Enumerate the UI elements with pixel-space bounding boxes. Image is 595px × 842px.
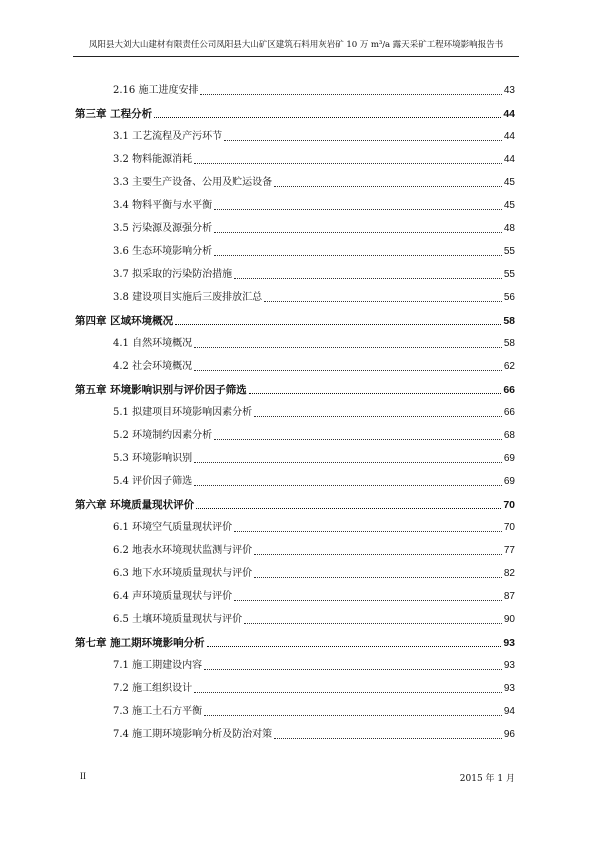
toc-entry-page: 66 (503, 407, 515, 418)
toc-section-entry[interactable] (75, 327, 515, 350)
toc-entry-page: 55 (503, 269, 515, 280)
toc-entry-page: 44 (503, 131, 515, 142)
toc-section-entry[interactable] (75, 672, 515, 695)
toc-section-entry[interactable] (75, 649, 515, 672)
toc-section-entry[interactable] (75, 166, 515, 189)
dot-leader (200, 93, 501, 95)
dot-leader (274, 737, 502, 739)
footer-date: 2015 年 1 月 (459, 774, 515, 784)
toc-entry-page: 44 (503, 154, 515, 165)
toc-entry-title: 6.4 声环境质量现状与评价 (113, 591, 233, 602)
toc-entry-title: 第三章 工程分析 (75, 108, 153, 120)
dot-leader (214, 208, 502, 210)
toc-section-entry[interactable] (75, 350, 515, 373)
toc-entry-page: 62 (503, 361, 515, 372)
toc-entry-page: 93 (503, 660, 515, 671)
toc-entry-page: 90 (503, 614, 515, 625)
toc-entry-title: 7.3 施工土石方平衡 (113, 706, 203, 717)
toc-entry-title: 3.5 污染源及源强分析 (113, 223, 213, 234)
dot-leader (194, 369, 502, 371)
toc-section-entry[interactable] (75, 442, 515, 465)
toc-chapter-entry[interactable] (75, 373, 515, 396)
toc-chapter-entry[interactable] (75, 97, 515, 120)
toc-entry-page: 70 (503, 499, 515, 511)
toc-entry-title: 第五章 环境影响识别与评价因子筛选 (75, 384, 247, 396)
toc-entry-title: 5.4 评价因子筛选 (113, 476, 193, 487)
toc-entry-title: 4.1 自然环境概况 (113, 338, 193, 349)
dot-leader (254, 576, 502, 578)
toc-entry-page: 69 (503, 476, 515, 487)
toc-section-entry[interactable] (75, 143, 515, 166)
table-of-contents (75, 74, 515, 741)
dot-leader (196, 507, 501, 509)
toc-section-entry[interactable] (75, 603, 515, 626)
toc-entry-title: 7.2 施工组织设计 (113, 683, 193, 694)
toc-entry-title: 6.2 地表水环境现状监测与评价 (113, 545, 253, 556)
dot-leader (207, 645, 502, 647)
toc-chapter-entry[interactable] (75, 488, 515, 511)
toc-entry-page: 82 (503, 568, 515, 579)
toc-section-entry[interactable] (75, 74, 515, 97)
toc-entry-page: 93 (503, 683, 515, 694)
dot-leader (194, 461, 502, 463)
toc-entry-title: 3.4 物料平衡与水平衡 (113, 200, 213, 211)
toc-section-entry[interactable] (75, 396, 515, 419)
toc-entry-page: 93 (503, 637, 515, 649)
toc-section-entry[interactable] (75, 695, 515, 718)
toc-entry-title: 3.1 工艺流程及产污环节 (113, 131, 223, 142)
dot-leader (194, 484, 502, 486)
dot-leader (175, 323, 501, 325)
dot-leader (234, 277, 502, 279)
running-header: 凤阳县大刘大山建材有限责任公司凤阳县大山矿区建筑石料用灰岩矿 10 万 m³/a 露天采矿工程环境影响报告书 (88, 40, 504, 50)
dot-leader (194, 346, 502, 348)
toc-entry-title: 3.2 物料能源消耗 (113, 154, 193, 165)
dot-leader (194, 691, 502, 693)
toc-entry-title: 3.8 建设项目实施后三废排放汇总 (113, 292, 263, 303)
toc-entry-title: 第七章 施工期环境影响分析 (75, 637, 205, 649)
toc-entry-title: 3.7 拟采取的污染防治措施 (113, 269, 233, 280)
dot-leader (204, 714, 502, 716)
toc-section-entry[interactable] (75, 557, 515, 580)
dot-leader (204, 668, 502, 670)
toc-entry-page: 70 (503, 522, 515, 533)
toc-entry-title: 5.3 环境影响识别 (113, 453, 193, 464)
toc-entry-title: 6.1 环境空气质量现状评价 (113, 522, 233, 533)
toc-section-entry[interactable] (75, 580, 515, 603)
dot-leader (214, 438, 502, 440)
dot-leader (234, 530, 502, 532)
toc-section-entry[interactable] (75, 511, 515, 534)
toc-entry-page: 48 (503, 223, 515, 234)
toc-chapter-entry[interactable] (75, 626, 515, 649)
toc-section-entry[interactable] (75, 212, 515, 235)
toc-section-entry[interactable] (75, 465, 515, 488)
dot-leader (194, 162, 502, 164)
page-number: II (80, 771, 86, 781)
toc-entry-title: 4.2 社会环境概况 (113, 361, 193, 372)
toc-entry-page: 87 (503, 591, 515, 602)
dot-leader (214, 231, 502, 233)
toc-entry-title: 5.2 环境制约因素分析 (113, 430, 213, 441)
toc-entry-title: 6.5 土壤环境质量现状与评价 (113, 614, 243, 625)
toc-entry-page: 68 (503, 430, 515, 441)
dot-leader (274, 185, 502, 187)
dot-leader (224, 139, 502, 141)
toc-entry-page: 45 (503, 200, 515, 211)
toc-section-entry[interactable] (75, 419, 515, 442)
toc-entry-page: 43 (503, 85, 515, 96)
toc-entry-page: 45 (503, 177, 515, 188)
toc-entry-title: 3.6 生态环境影响分析 (113, 246, 213, 257)
toc-entry-title: 5.1 拟建项目环境影响因素分析 (113, 407, 253, 418)
toc-entry-title: 7.4 施工期环境影响分析及防治对策 (113, 729, 273, 740)
dot-leader (234, 599, 502, 601)
toc-section-entry[interactable] (75, 718, 515, 741)
toc-entry-page: 77 (503, 545, 515, 556)
toc-entry-page: 58 (503, 315, 515, 327)
toc-entry-page: 55 (503, 246, 515, 257)
toc-entry-page: 94 (503, 706, 515, 717)
dot-leader (249, 392, 502, 394)
dot-leader (254, 553, 502, 555)
toc-section-entry[interactable] (75, 120, 515, 143)
toc-entry-title: 第六章 环境质量现状评价 (75, 499, 195, 511)
dot-leader (154, 116, 501, 118)
dot-leader (264, 300, 502, 302)
toc-section-entry[interactable] (75, 281, 515, 304)
dot-leader (244, 622, 502, 624)
toc-chapter-entry[interactable] (75, 304, 515, 327)
toc-section-entry[interactable] (75, 534, 515, 557)
toc-section-entry[interactable] (75, 189, 515, 212)
header-divider (73, 56, 519, 57)
toc-entry-page: 66 (503, 384, 515, 396)
toc-entry-page: 56 (503, 292, 515, 303)
toc-entry-title: 第四章 区域环境概况 (75, 315, 174, 327)
toc-entry-title: 2.16 施工进度安排 (113, 85, 199, 96)
toc-entry-page: 44 (503, 108, 515, 120)
toc-entry-page: 96 (503, 729, 515, 740)
toc-section-entry[interactable] (75, 235, 515, 258)
toc-entry-page: 58 (503, 338, 515, 349)
dot-leader (254, 415, 502, 417)
toc-entry-title: 3.3 主要生产设备、公用及贮运设备 (113, 177, 273, 188)
toc-entry-title: 6.3 地下水环境质量现状与评价 (113, 568, 253, 579)
dot-leader (214, 254, 502, 256)
toc-entry-page: 69 (503, 453, 515, 464)
toc-section-entry[interactable] (75, 258, 515, 281)
toc-entry-title: 7.1 施工期建设内容 (113, 660, 203, 671)
